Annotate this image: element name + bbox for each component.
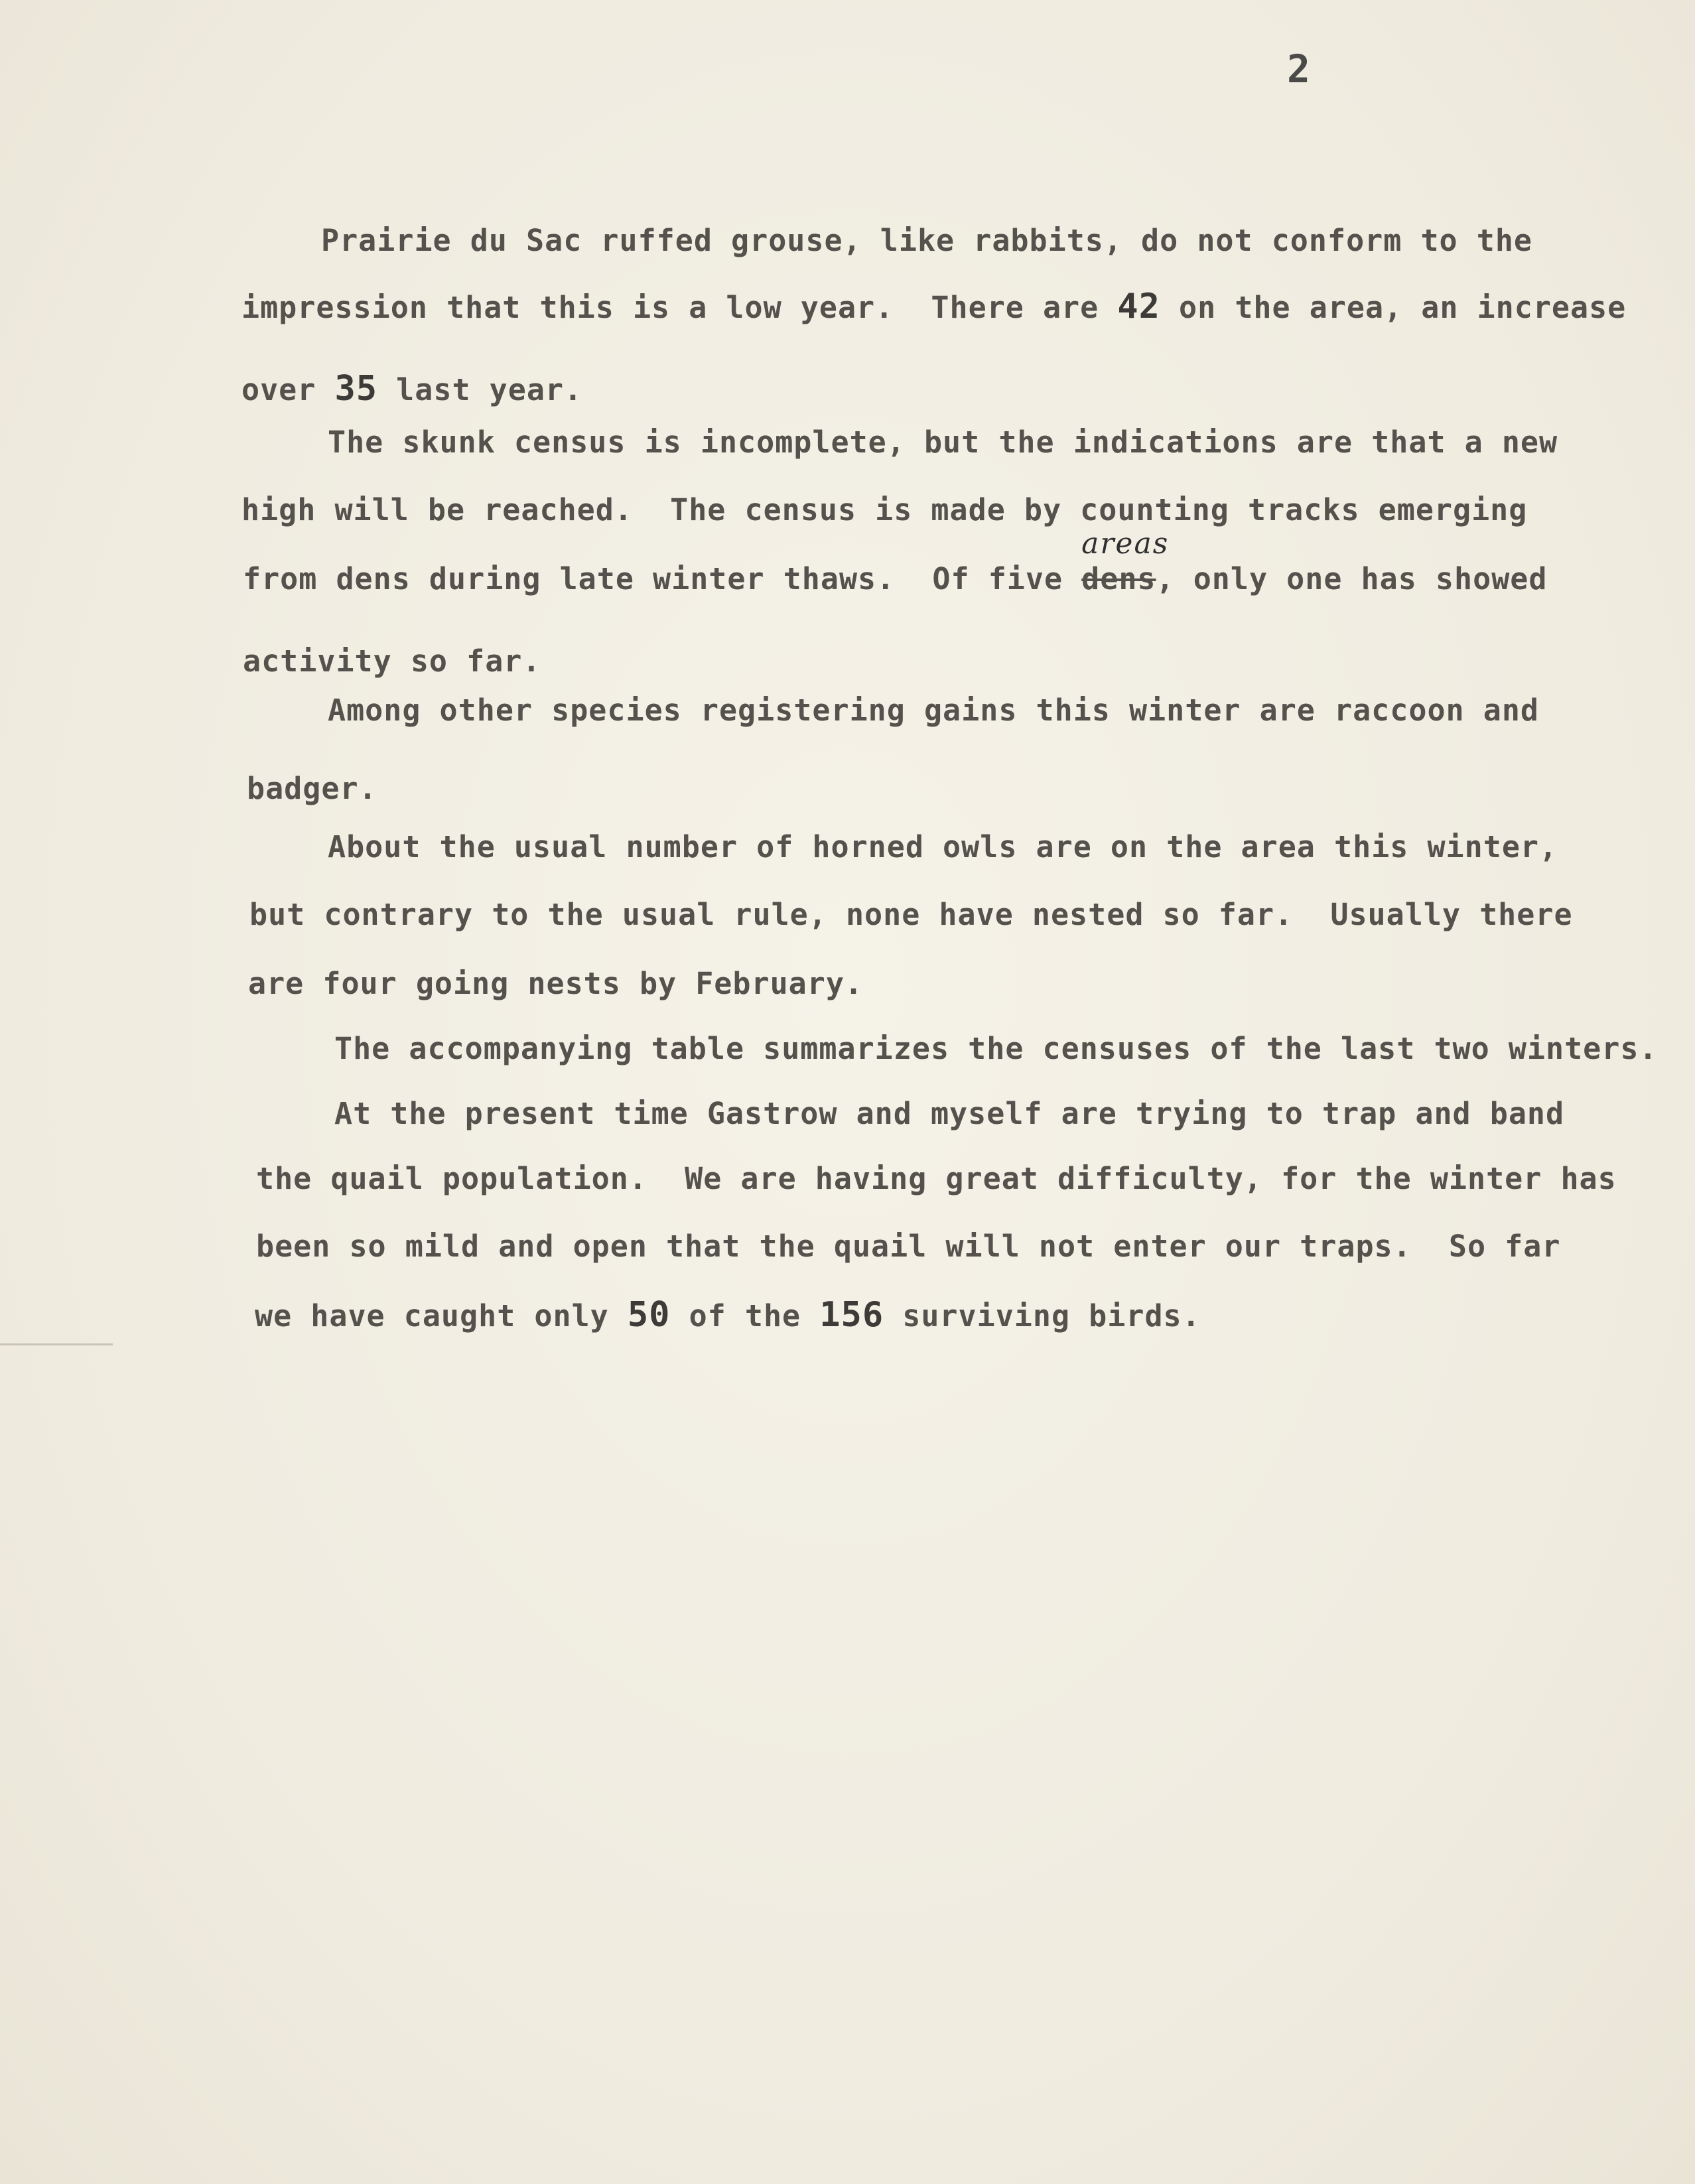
number-50: 50: [627, 1295, 671, 1335]
text-segment: on the area, an increase: [1160, 290, 1627, 325]
text-line-6: [243, 527, 1548, 596]
text-line-2: [241, 287, 1626, 326]
text-line-15: the quail population. We are having great difficulty, for the winter has: [256, 1161, 1617, 1196]
text-line-14: At the present time Gastrow and myself are trying to trap and band: [334, 1096, 1565, 1131]
text-line-13: The accompanying table summarizes the censuses of the last two winters.: [334, 1031, 1658, 1066]
number-42: 42: [1117, 287, 1160, 326]
number-156: 156: [819, 1295, 884, 1335]
text-line-1: Prairie du Sac ruffed grouse, like rabbits, do not conform to the: [321, 223, 1532, 258]
text-line-3: [241, 369, 582, 409]
text-segment: last year.: [377, 372, 583, 407]
text-line-8: Among other species registering gains this winter are raccoon and: [328, 693, 1539, 728]
number-35: 35: [334, 369, 378, 409]
text-line-16: been so mild and open that the quail will not enter our traps. So far: [256, 1229, 1561, 1264]
text-segment: from dens during late winter thaws. Of five: [243, 561, 1082, 596]
text-line-12: are four going nests by February.: [248, 966, 864, 1001]
margin-mark: [0, 1343, 113, 1345]
text-line-11: but contrary to the usual rule, none have nested so far. Usually there: [249, 897, 1573, 932]
text-segment: we have caught only: [255, 1298, 628, 1333]
text-line-5: high will be reached. The census is made by counting tracks emerging: [241, 492, 1528, 527]
text-line-17: [255, 1295, 1201, 1335]
text-segment: over: [241, 372, 335, 407]
text-line-4: The skunk census is incomplete, but the indications are that a new: [328, 425, 1558, 460]
handwritten-insertion: areas: [1081, 527, 1170, 561]
page-number: 2: [1287, 46, 1310, 92]
text-segment: of the: [670, 1298, 820, 1333]
struck-word: dens: [1081, 561, 1156, 596]
text-line-9: badger.: [247, 771, 377, 806]
text-segment: surviving birds.: [884, 1298, 1201, 1333]
correction: [1081, 527, 1170, 596]
text-segment: impression that this is a low year. There are: [241, 290, 1118, 325]
text-segment: , only one has showed: [1156, 561, 1548, 596]
text-line-10: About the usual number of horned owls are on the area this winter,: [328, 829, 1558, 864]
text-line-7: activity so far.: [243, 644, 541, 679]
